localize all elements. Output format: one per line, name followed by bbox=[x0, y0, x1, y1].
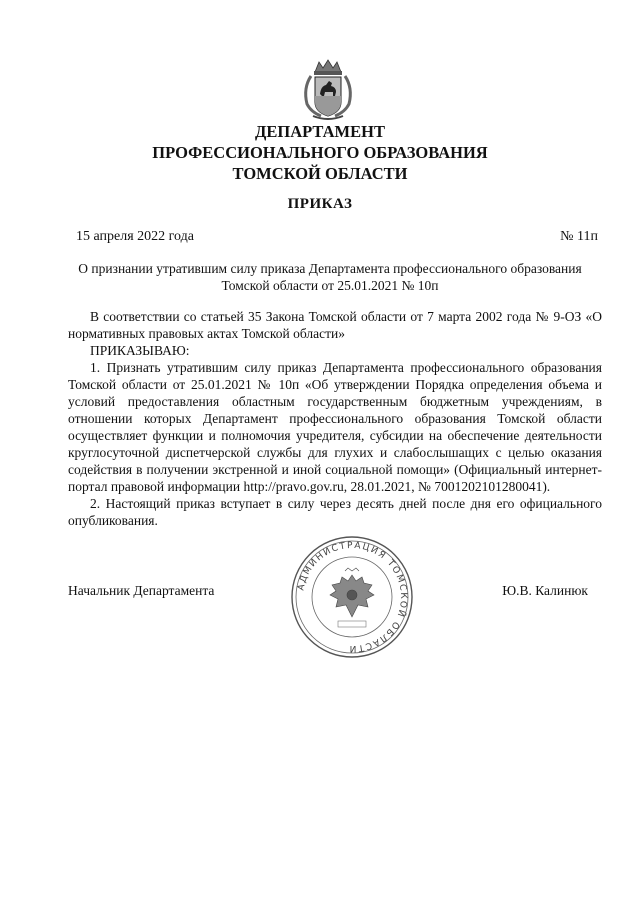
document-title: ПРИКАЗ bbox=[287, 196, 353, 212]
department-header bbox=[0, 121, 640, 184]
document-subject bbox=[60, 260, 600, 294]
tomsk-coat-of-arms-icon bbox=[301, 58, 355, 122]
header-line-1: ДЕПАРТАМЕНТ bbox=[255, 122, 385, 141]
item-1-paragraph: 1. Признать утратившим силу приказ Департамента профессионального образования Томской области от 25.01.2021 № 10п «Об утверждении Порядка определения объема и условий предоставления областным государственным бюджетным учреждениям, в отношении которых Департамент профессионального образования Томской области осуществляет функции и полномочия учредителя, субсидии на обеспечение деятельности круглосуточной диспетчерской службы для глухих и слабослышащих с целью оказания содействия в получении экстренной и иной социальной помощи» (Официальный интернет-портал правовой информации http://pravo.gov.ru, 28.01.2021, № 7001202101280041). bbox=[68, 360, 602, 494]
eagle-icon bbox=[330, 568, 374, 617]
header-line-2: ПРОФЕССИОНАЛЬНОГО ОБРАЗОВАНИЯ bbox=[152, 143, 488, 162]
document-date: 15 апреля 2022 года bbox=[76, 229, 194, 244]
preamble-paragraph: В соответствии со статьей 35 Закона Томской области от 7 марта 2002 года № 9-ОЗ «О нормативных правовых актах Томской области» bbox=[68, 309, 602, 341]
subject-line-1: О признании утратившим силу приказа Департамента профессионального образования bbox=[78, 261, 582, 276]
item-2-paragraph: 2. Настоящий приказ вступает в силу через десять дней после дня его официального опубликования. bbox=[68, 496, 602, 528]
stamp-text: АДМИНИСТРАЦИЯ ТОМСКОЙ ОБЛАСТИ bbox=[296, 540, 409, 654]
subject-line-2: Томской области от 25.01.2021 № 10п bbox=[221, 278, 439, 293]
document-number: № 11п bbox=[560, 229, 598, 244]
header-line-3: ТОМСКОЙ ОБЛАСТИ bbox=[232, 164, 408, 183]
document-body bbox=[68, 308, 602, 529]
order-word: ПРИКАЗЫВАЮ: bbox=[90, 343, 190, 358]
signer-position: Начальник Департамента bbox=[68, 583, 215, 598]
signer-name: Ю.В. Калинюк bbox=[502, 583, 588, 598]
official-seal-stamp bbox=[290, 535, 414, 659]
